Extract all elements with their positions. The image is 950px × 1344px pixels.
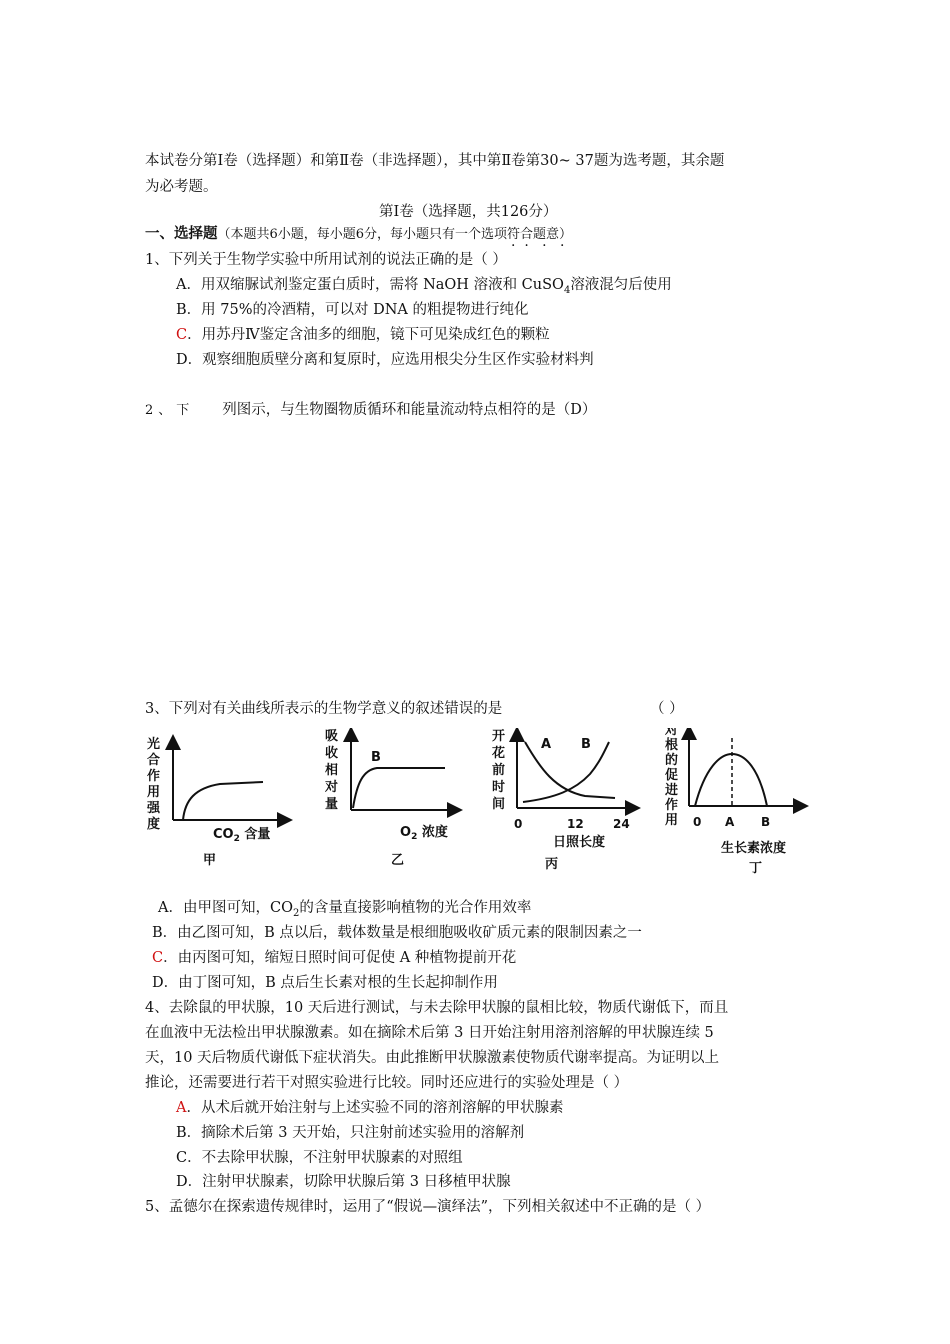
ding-ylabel-1: 根	[665, 738, 679, 753]
bing-curve-b	[523, 742, 609, 802]
q1-a-pre: 用双缩脲试剂鉴定蛋白质时，需将 NaOH 溶液和 CuSO	[200, 277, 564, 293]
q4-a-text: ．从术后就开始注射与上述实验不同的溶剂溶解的甲状腺素	[186, 1100, 564, 1116]
q4-option-d: D．注射甲状腺素，切除甲状腺后第 3 日移植甲状腺	[176, 1174, 511, 1190]
ding-ylabel-6: 用	[665, 813, 679, 828]
bing-caption: 丙	[545, 857, 559, 872]
q4-line-2: 在血液中无法检出甲状腺激素。如在摘除术后第 3 日开始注射用溶剂溶解的甲状腺连续 5	[145, 1025, 714, 1041]
yi-caption: 乙	[391, 853, 405, 868]
intro-line-1: 本试卷分第Ⅰ卷（选择题）和第Ⅱ卷（非选择题），其中第Ⅱ卷第30~ 37题为选考题，其余题	[145, 153, 725, 169]
yi-curve	[353, 768, 445, 808]
jia-ylabel-0: 光	[147, 737, 161, 752]
q3-c-text: ．由丙图可知，缩短日照时间可促使 A 种植物提前开花	[163, 950, 517, 966]
yi-point-b: B	[371, 750, 381, 765]
figure-ding	[664, 728, 801, 876]
jia-ylabel	[146, 736, 161, 832]
q3-option-c	[152, 948, 516, 968]
yi-ylabel-1: 收	[325, 746, 339, 761]
ding-curve	[695, 754, 767, 806]
bing-tick-12: 12	[567, 817, 584, 831]
q2-stem	[145, 400, 596, 421]
q1-option-b: B．用 75%的冷酒精，可以对 DNA 的粗提物进行纯化	[176, 302, 529, 318]
bing-ylabel-2: 前	[492, 763, 506, 778]
figure-yi	[324, 729, 455, 868]
q4-option-c: C．不去除甲状腺，不注射甲状腺素的对照组	[176, 1150, 463, 1166]
ding-caption: 丁	[749, 861, 763, 876]
q3-stem: 3、下列对有关曲线所表示的生物学意义的叙述错误的是	[145, 701, 503, 717]
q3-a-post: 的含量直接影响植物的光合作用效率	[299, 900, 532, 916]
q4-a-letter: A	[176, 1100, 187, 1116]
q2-num: 2、下	[145, 403, 195, 418]
bing-tick-0: 0	[514, 817, 523, 831]
q3-option-b: B．由乙图可知，B 点以后，载体数量是根细胞吸收矿质元素的限制因素之一	[152, 925, 642, 941]
q3-a-sub: 2	[292, 907, 300, 919]
q3-paren: （ ）	[650, 701, 684, 717]
yi-ylabel-2: 相	[325, 763, 339, 778]
ding-tick-0: 0	[693, 815, 702, 829]
ding-ylabel-5: 作	[665, 798, 679, 813]
bing-label-b: B	[581, 737, 591, 752]
q1-a-letter: A．	[176, 277, 201, 293]
ding-xlabel: 生长素浓度	[721, 841, 787, 856]
ding-ylabel-3: 促	[665, 768, 679, 783]
intro-line-2: 为必考题。	[145, 179, 218, 195]
jia-ylabel-3: 用	[147, 785, 161, 800]
jia-ylabel-4: 强	[147, 801, 161, 816]
q3-a-pre: A．由甲图可知，CO	[158, 900, 293, 916]
bing-ylabel	[491, 728, 505, 812]
yi-ylabel	[324, 729, 339, 812]
figure-bing	[491, 728, 633, 872]
ding-ylabel	[664, 728, 678, 828]
q1-c-text: ．用苏丹Ⅳ鉴定含油多的细胞，镜下可见染成红色的颗粒	[187, 327, 550, 343]
bing-ylabel-1: 花	[492, 746, 506, 761]
part1-heading	[145, 224, 572, 245]
q1-a-sub: 4	[563, 284, 571, 296]
q4-option-a	[176, 1098, 563, 1118]
jia-ylabel-1: 合	[147, 753, 161, 768]
part1-label: 一、选择题	[145, 225, 218, 242]
q4-line-1: 4、去除鼠的甲状腺，10 天后进行测试，与未去除甲状腺的鼠相比较，物质代谢低下，而且	[145, 1000, 729, 1016]
bing-label-a: A	[541, 737, 552, 752]
q1-c-letter: C	[176, 327, 188, 343]
ding-ylabel-2: 的	[665, 753, 679, 768]
q3-figure-svg	[145, 728, 815, 878]
q4-line-4: 推论，还需要进行若干对照实验进行比较。同时还应进行的实验处理是（ ）	[145, 1075, 629, 1091]
jia-ylabel-5: 度	[147, 817, 161, 832]
q5-stem: 5、孟德尔在探索遗传规律时，运用了“假说—演绎法”，下列相关叙述中不正确的是（ ）	[145, 1199, 711, 1215]
section-title: 第Ⅰ卷（选择题，共126分）	[379, 204, 558, 220]
ding-point-a: A	[725, 815, 735, 829]
q1-option-a	[176, 275, 672, 301]
q3-option-d: D．由丁图可知，B 点后生长素对根的生长起抑制作用	[152, 975, 498, 991]
part1-note: （本题共6小题，每小题6分，每小题只有一个选项符合题意）	[217, 227, 573, 242]
q2-text: 列图示，与生物圈物质循环和能量流动特点相符的是（D）	[222, 402, 597, 418]
yi-ylabel-4: 量	[325, 797, 339, 812]
figure-jia	[146, 736, 285, 868]
ding-point-b: B	[761, 815, 771, 829]
bing-ylabel-3: 时	[492, 780, 506, 795]
emphasis-dots: · · · ·	[511, 238, 565, 254]
bing-tick-24: 24	[613, 817, 630, 831]
jia-curve	[183, 782, 263, 820]
q3-option-a	[158, 898, 531, 924]
yi-ylabel-3: 对	[325, 780, 339, 795]
q1-option-d: D．观察细胞质壁分离和复原时，应选用根尖分生区作实验材料判	[176, 352, 594, 368]
yi-xlabel: $O_2$ 浓度	[400, 825, 448, 842]
q1-stem: 1、下列关于生物学实验中所用试剂的说法正确的是（ ）	[145, 252, 507, 268]
q1-option-c	[176, 325, 550, 345]
jia-caption: 甲	[203, 853, 217, 868]
q3-figures	[145, 728, 815, 882]
ding-ylabel-0: 对	[665, 728, 679, 738]
bing-xlabel: 日照长度	[553, 835, 606, 850]
q4-line-3: 天，10 天后物质代谢低下症状消失。由此推断甲状腺激素使物质代谢率提高。为证明以上	[145, 1050, 720, 1066]
ding-ylabel-4: 进	[665, 783, 679, 798]
bing-ylabel-0: 开	[492, 729, 506, 744]
q3-c-letter: C	[152, 950, 164, 966]
q4-option-b: B．摘除术后第 3 天开始，只注射前述实验用的溶解剂	[176, 1125, 525, 1141]
bing-ylabel-4: 间	[492, 797, 506, 812]
jia-xlabel: $CO_2$ 含量	[213, 827, 271, 844]
jia-ylabel-2: 作	[147, 769, 161, 784]
q1-a-post: 溶液混匀后使用	[570, 277, 672, 293]
yi-ylabel-0: 吸	[325, 729, 339, 744]
